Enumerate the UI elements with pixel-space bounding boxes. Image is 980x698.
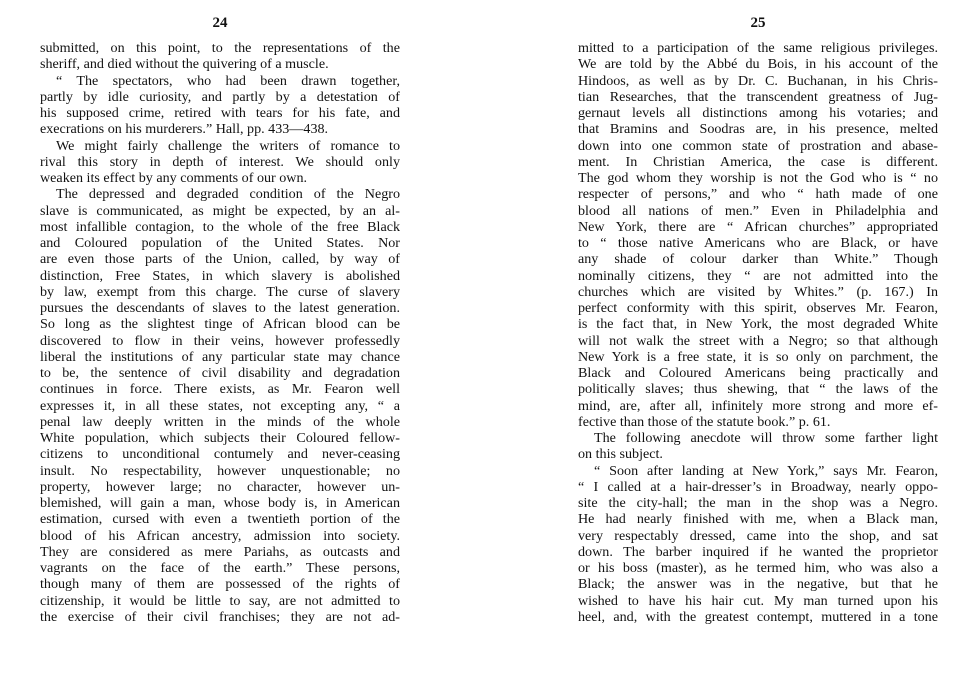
text-line: fective than those of the statute book.” p. 61. — [578, 413, 831, 430]
text-line: or his boss (master), as he termed him, who was also a — [578, 560, 938, 576]
text-line: weaken its effect by any comments of our own. — [40, 170, 308, 186]
text-line: heel, and, with the greatest contempt, muttered in a tone — [578, 608, 938, 625]
text-line: execrations on his murderers.” Hall, pp. 433—438. — [40, 121, 329, 138]
text-line: the exercise of their civil franchises; they are not ad- — [40, 608, 400, 625]
text-line: vagrants on the face of the earth.” These persons, — [40, 560, 400, 576]
text-line: We are told by the Abbé du Bois, in his account of the — [578, 56, 938, 73]
text-line: is the fact that, in New York, the most degraded White — [578, 316, 938, 333]
text-line: The god whom they worship is not the God who is “ no — [578, 170, 938, 186]
text-line: New York is a free state, it is so only on parchment, the — [578, 348, 938, 365]
text-line: gernaut levels all distinctions among his votaries; and — [578, 105, 938, 121]
text-line: continues in force. There exists, as Mr. Fearon well — [40, 381, 400, 398]
text-line: He had nearly finished with me, when a Black man, — [578, 511, 938, 528]
text-line: slave is communicated, as might be expected, by an al- — [40, 202, 400, 219]
right-page — [578, 0, 938, 625]
text-line: The following anecdote will throw some farther light — [594, 430, 938, 446]
text-line: partly by idle curiosity, and partly by a detestation of — [40, 88, 400, 105]
left-page — [40, 0, 400, 625]
text-line: politically slaves; thus shewing, that “ the laws of the — [578, 381, 938, 398]
text-line: sheriff, and died without the quivering of a muscle. — [40, 56, 329, 73]
text-line: distinction, Free States, in which slavery is abolished — [40, 267, 400, 284]
text-line: discovered to flow in their veins, however professedly — [40, 332, 400, 349]
text-line: blood of his African ancestry, admission into society. — [40, 527, 400, 544]
page-number-left: 24 — [212, 15, 228, 31]
text-line: down into one common state of prostration and abase- — [578, 137, 938, 154]
left-page-text — [40, 40, 400, 625]
text-line: rival this story in depth of interest. We should only — [40, 153, 400, 170]
text-line: respecter of persons,” and who “ hath made of one — [578, 186, 938, 203]
text-line: to be, the sentence of civil disability and degradation — [40, 365, 400, 381]
text-line: So long as the slightest tinge of African blood can be — [40, 316, 400, 333]
text-line: “ Soon after landing at New York,” says Mr. Fearon, — [594, 462, 938, 479]
text-line: penal law deeply written in the minds of the whole — [40, 413, 400, 430]
page-number-right: 25 — [750, 15, 766, 31]
text-line: estimation, cursed with even a twentieth portion of the — [40, 511, 400, 528]
text-line: any shade of colour darker than White.” Though — [578, 251, 938, 268]
text-line: and Coloured population of the United States. Nor — [40, 235, 400, 251]
text-line: most infallible contagion, to the whole of the free Black — [40, 218, 400, 235]
text-line: site the city-hall; the man in the shop was a Negro. — [578, 495, 938, 511]
text-line: submitted, on this point, to the representations of the — [40, 40, 400, 56]
text-line: expresses it, in all these states, not excepting any, “ a — [40, 397, 400, 414]
text-line: citizenship, it would be little to say, are not admitted to — [40, 592, 400, 609]
text-line: citizens to unconditional contumely and never-ceasing — [40, 446, 400, 463]
text-line: on this subject. — [578, 446, 663, 463]
text-line: to “ those native Americans who are Black, or have — [578, 235, 938, 251]
right-page-text — [578, 40, 938, 625]
text-line: down. The barber inquired if he wanted the proprietor — [578, 543, 938, 560]
text-line: churches which are visited by Whites.” (p. 167.) In — [578, 283, 938, 300]
text-line: liberal the institutions of any particular state may chance — [40, 348, 400, 365]
text-line: New York, there are “ African churches” appropriated — [578, 218, 938, 235]
text-line: Hindoos, as well as by Dr. C. Buchanan, in his Chris- — [578, 72, 938, 89]
text-line: White population, which subjects their Coloured fellow- — [40, 430, 400, 446]
text-line: property, however large; no character, however un- — [40, 478, 400, 495]
text-line: We might fairly challenge the writers of romance to — [56, 137, 400, 154]
text-line: are even those parts of the Union, called, by way of — [40, 251, 400, 268]
text-line: Black; the answer was in the negative, but that he — [578, 576, 938, 593]
text-line: blood all nations of men.” Even in Philadelphia and — [578, 202, 938, 219]
text-line: that Bramins and Soodras are, in his presence, melted — [578, 121, 938, 138]
text-line: tian Researches, that the transcendent greatness of Jug- — [578, 88, 938, 105]
text-line: The depressed and degraded condition of the Negro — [56, 186, 400, 203]
text-line: very respectably dressed, came into the shop, and sat — [578, 527, 938, 544]
text-line: insult. No respectability, however unquestionable; no — [40, 462, 400, 479]
text-line: blemished, will gain a man, whose body is, in American — [40, 495, 400, 511]
text-line: Black and Coloured Americans being practically and — [578, 365, 938, 381]
text-line: pursues the descendants of slaves to the latest generation. — [40, 300, 400, 316]
text-line: wished to have his hair cut. My man turned upon his — [578, 592, 938, 609]
text-line: mitted to a participation of the same religious privileges. — [578, 40, 938, 56]
text-line: “ I called at a hair-dresser’s in Broadway, nearly oppo- — [578, 478, 938, 495]
text-line: They are considered as mere Pariahs, as outcasts and — [40, 543, 400, 560]
text-line: though many of them are possessed of the rights of — [40, 576, 400, 593]
text-line: by law, exempt from this charge. The curse of slavery — [40, 283, 400, 300]
text-line: his supposed crime, retired with tears for his fate, and — [40, 105, 400, 121]
text-line: mind, are, after all, infinitely more strong and more ef- — [578, 397, 938, 414]
text-line: “ The spectators, who had been drawn together, — [56, 72, 400, 89]
text-line: nominally citizens, they “ are not admitted into the — [578, 267, 938, 284]
text-line: ment. In Christian America, the case is different. — [578, 153, 938, 170]
text-line: will not walk the street with a Negro; so that although — [578, 332, 938, 349]
text-line: perfect conformity with this spirit, observes Mr. Fearon, — [578, 300, 938, 316]
